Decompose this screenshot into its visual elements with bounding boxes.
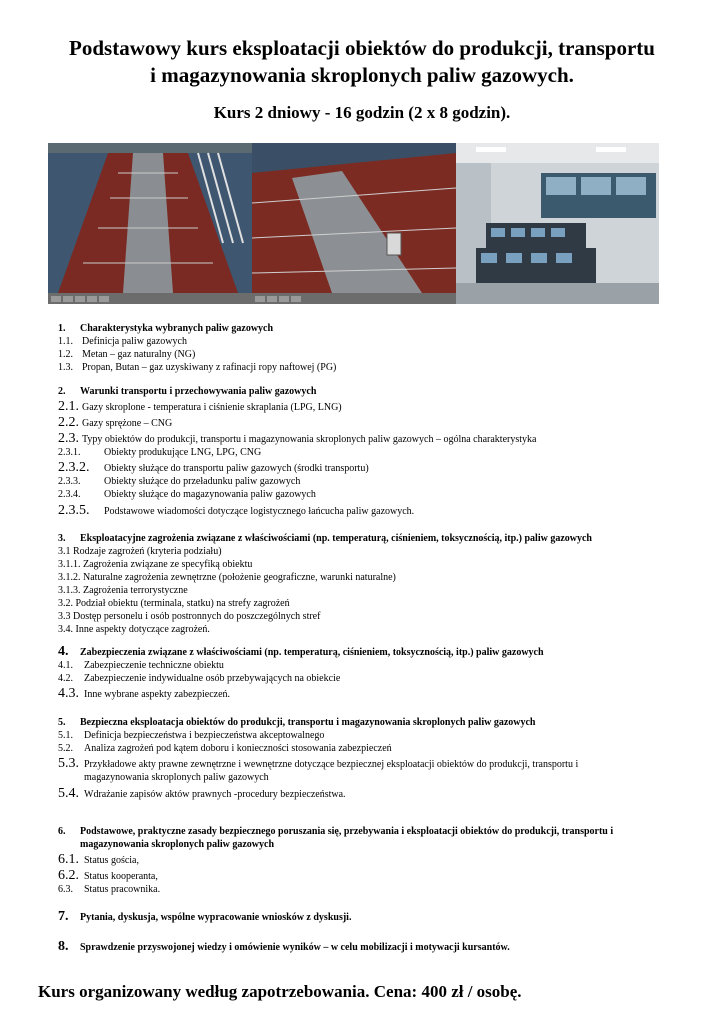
section-8: [58, 940, 678, 954]
section-number: 4.: [58, 644, 69, 659]
list-item: 3.1.1. Zagrożenia związane ze specyfiką obiektu: [58, 559, 253, 570]
item-number: 2.3.3.: [58, 476, 81, 487]
title-line-1: Podstawowy kurs eksploatacji obiektów do produkcji, transportu: [69, 36, 655, 60]
section-title: Zabezpieczenia związane z właściwościami (np. temperaturą, ciśnieniem, toksycznością, itp.) paliw gazowych: [80, 647, 544, 658]
section-title-continued: magazynowania skroplonych paliw gazowych: [80, 839, 275, 850]
section-7: [58, 910, 678, 924]
section-number: 8.: [58, 939, 69, 954]
item-number: 2.3.: [58, 431, 79, 446]
item-number: 2.2.: [58, 415, 79, 430]
list-item: Podstawowe wiadomości dotyczące logistycznego łańcucha paliw gazowych.: [104, 506, 415, 517]
item-number: 6.2.: [58, 868, 79, 883]
list-item: Propan, Butan – gaz uzyskiwany z rafinacji ropy naftowej (PG): [82, 362, 337, 373]
list-item: 3.4. Inne aspekty dotyczące zagrożeń.: [58, 624, 210, 635]
item-number: 1.3.: [58, 362, 73, 373]
tanker-deck-image-2: [252, 143, 456, 304]
list-item: Obiekty służące do przeładunku paliw gazowych: [104, 476, 301, 487]
list-item: Status pracownika.: [84, 884, 161, 895]
section-title: Charakterystyka wybranych paliw gazowych: [80, 323, 274, 334]
list-item: Obiekty produkujące LNG, LPG, CNG: [104, 447, 262, 458]
item-number: 2.3.4.: [58, 489, 81, 500]
section-3: [58, 532, 678, 636]
section-title: Sprawdzenie przyswojonej wiedzy i omówienie wyników – w celu mobilizacji i motywacji kursantów.: [80, 942, 510, 953]
item-number: 2.3.2.: [58, 460, 90, 475]
section-5: [58, 716, 678, 801]
item-number: 6.3.: [58, 884, 73, 895]
section-number: 6.: [58, 826, 66, 837]
section-2: [58, 385, 678, 518]
control-room-image: [456, 143, 659, 304]
list-item: Definicja paliw gazowych: [82, 336, 187, 347]
list-item: Typy obiektów do produkcji, transportu i magazynowania skroplonych paliw gazowych – ogólna charakterystyka: [82, 434, 537, 445]
page-title: [0, 35, 724, 89]
item-number: 6.1.: [58, 852, 79, 867]
list-item: Obiekty służące do transportu paliw gazowych (środki transportu): [104, 463, 369, 474]
title-line-2: i magazynowania skroplonych paliw gazowych.: [150, 63, 574, 87]
item-number: 5.2.: [58, 743, 73, 754]
list-item: Zabezpieczenie indywidualne osób przebywających na obiekcie: [84, 673, 341, 684]
item-number: 5.3.: [58, 756, 79, 771]
item-number: 2.3.1.: [58, 447, 81, 458]
section-title: Pytania, dyskusja, wspólne wypracowanie wniosków z dyskusji.: [80, 912, 352, 923]
section-4: [58, 645, 678, 701]
item-number: 4.2.: [58, 673, 73, 684]
list-item: Przykładowe akty prawne zewnętrzne i wewnętrzne dotyczące bezpiecznej eksploatacji obiektów do produkcji, transportu i: [84, 759, 579, 770]
list-item: Status gościa,: [84, 855, 139, 866]
item-number: 4.1.: [58, 660, 73, 671]
item-number: 5.1.: [58, 730, 73, 741]
item-number: 2.3.5.: [58, 503, 90, 518]
section-title: Eksploatacyjne zagrożenia związane z właściwościami (np. temperaturą, ciśnieniem, toksycznością, itp.) paliw gazowych: [80, 533, 592, 544]
section-1: [58, 322, 678, 374]
list-item: Inne wybrane aspekty zabezpieczeń.: [84, 689, 231, 700]
section-number: 7.: [58, 909, 69, 924]
section-number: 2.: [58, 386, 66, 397]
image-strip: [48, 143, 659, 304]
section-number: 3.: [58, 533, 66, 544]
section-number: 1.: [58, 323, 66, 334]
item-number: 5.4.: [58, 786, 79, 801]
section-title: Bezpieczna eksploatacja obiektów do produkcji, transportu i magazynowania skroplonych paliw gazowych: [80, 717, 536, 728]
price-footer: Kurs organizowany według zapotrzebowania. Cena: 400 zł / osobę.: [38, 982, 522, 1001]
item-number: 4.3.: [58, 686, 79, 701]
list-item: Metan – gaz naturalny (NG): [82, 349, 196, 360]
list-item: Definicja bezpieczeństwa i bezpieczeństwa akceptowalnego: [84, 730, 325, 741]
section-title: Warunki transportu i przechowywania paliw gazowych: [80, 386, 317, 397]
list-item: 3.1 Rodzaje zagrożeń (kryteria podziału): [58, 546, 222, 557]
list-item: Zabezpieczenie techniczne obiektu: [84, 660, 224, 671]
item-number: 1.1.: [58, 336, 73, 347]
section-6: [58, 825, 678, 896]
list-item: 3.1.2. Naturalne zagrożenia zewnętrzne (położenie geograficzne, warunki naturalne): [58, 572, 396, 583]
list-item: 3.3 Dostęp personelu i osób postronnych do poszczególnych stref: [58, 611, 321, 622]
list-item: Obiekty służące do magazynowania paliw gazowych: [104, 489, 316, 500]
list-item-continued: magazynowania skroplonych paliw gazowych: [84, 772, 269, 783]
section-title: Podstawowe, praktyczne zasady bezpiecznego poruszania się, przebywania i eksploatacji obiektów do produkcji, transportu i: [80, 826, 614, 837]
list-item: Analiza zagrożeń pod kątem doboru i konieczności stosowania zabezpieczeń: [84, 743, 392, 754]
list-item: 3.2. Podział obiektu (terminala, statku) na strefy zagrożeń: [58, 598, 290, 609]
section-number: 5.: [58, 717, 66, 728]
course-duration: Kurs 2 dniowy - 16 godzin (2 x 8 godzin).: [213, 103, 511, 122]
list-item: Status kooperanta,: [84, 871, 158, 882]
list-item: Wdrażanie zapisów aktów prawnych -procedury bezpieczeństwa.: [84, 789, 346, 800]
tanker-deck-image-1: [48, 143, 252, 304]
list-item: 3.1.3. Zagrożenia terrorystyczne: [58, 585, 188, 596]
item-number: 1.2.: [58, 349, 73, 360]
list-item: Gazy sprężone – CNG: [82, 418, 173, 429]
list-item: Gazy skroplone - temperatura i ciśnienie skraplania (LPG, LNG): [82, 402, 342, 413]
item-number: 2.1.: [58, 399, 79, 414]
